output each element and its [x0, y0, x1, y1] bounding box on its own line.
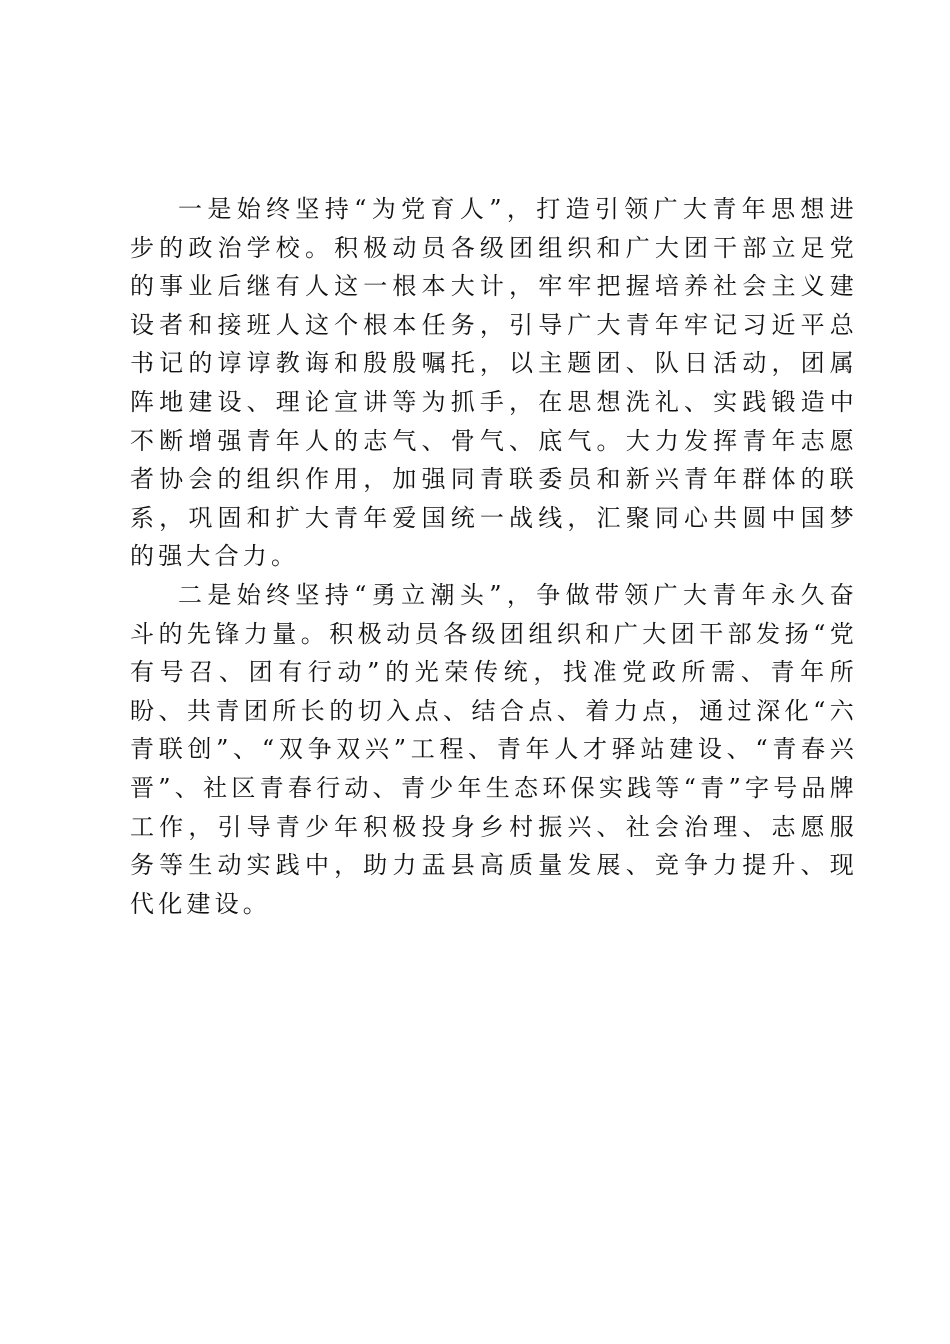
- paragraph-2: 二是始终坚持“勇立潮头”，争做带领广大青年永久奋斗的先锋力量。积极动员各级团组织和广大团干部发扬“党有号召、团有行动”的光荣传统，找准党政所需、青年所盼、共青团所长的切入点、结合点、着力点，通过深化“六青联创”、“双争双兴”工程、青年人才驿站建设、“青春兴晋”、社区青春行动、青少年生态环保实践等“青”字号品牌工作，引导青少年积极投身乡村振兴、社会治理、志愿服务等生动实践中，助力盂县高质量发展、竞争力提升、现代化建设。: [130, 580, 858, 918]
- document-body: [130, 190, 858, 923]
- paragraph-1: 一是始终坚持“为党育人”，打造引领广大青年思想进步的政治学校。积极动员各级团组织和广大团干部立足党的事业后继有人这一根本大计，牢牢把握培养社会主义建设者和接班人这个根本任务，引导广大青年牢记习近平总书记的谆谆教诲和殷殷嘱托，以主题团、队日活动，团属阵地建设、理论宣讲等为抓手，在思想洗礼、实践锻造中不断增强青年人的志气、骨气、底气。大力发挥青年志愿者协会的组织作用，加强同青联委员和新兴青年群体的联系，巩固和扩大青年爱国统一战线，汇聚同心共圆中国梦的强大合力。: [130, 195, 858, 571]
